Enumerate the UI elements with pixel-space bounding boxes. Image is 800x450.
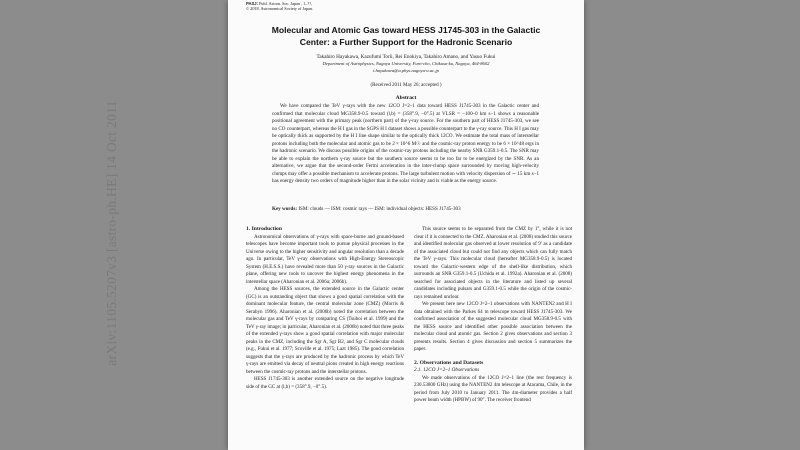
keywords-text: ISM: clouds — ISM: cosmic rays — ISM: individual objects: HESS J1745-303 [298,206,461,212]
affiliation-address: Department of Astrophysics, Nagoya University, Furo-cho, Chikusa-ku, Nagoya, 464-8602 [322,61,490,66]
subsection-heading-co-observations: 2.1. 12CO J=2–1 Observations [414,367,480,373]
left-column [246,226,404,391]
affiliation [238,61,574,74]
paragraph: Among the HESS sources, the extended source in the Galactic center (GC) is an outstanding object that shows a good spatial correlation with the dominant molecular feature, the central molecular zone (CMZ) (Morris & Serabyn 1996). Aharonian et al. (2006b) noted the correlation between the molecular gas and TeV γ-rays by comparing CS (Tsuboi et al. 1999) and the TeV γ-ray image; in particular, Aharonian et al. (2006b) noted that three peaks of the extended γ-rays show a good spatial correlation with major molecular peaks in the CMZ, including the Sgr A, Sgr B2, and Sgr C molecular clouds (e.g., Fukui et al. 1977; Scoville et al. 1975; Lazt 1985). The good correlation suggests that the γ-rays are produced by the hadronic process by which TeV γ-rays are emitted via decay of neutral pions created in high energy reactions between the cosmic-ray protons and the interstellar protons. [246,286,404,375]
contact-email: t.hayakawa@a.phys.nagoya-u.ac.jp [373,67,439,73]
paper-title [248,24,564,48]
keywords-label: Key words: [272,206,298,212]
paragraph: This source seems to be separated from the CMZ by 1°, while it is not clear if it is connected to the CMZ. Aharonian et al. (2008) studied this source and identified molecular gas observed at lower resolution of 9′ as a candidate of the associated cloud but could not find any objects which can fully match the TeV γ-rays. This molecular cloud (hereafter MG358.9-0.5) is located toward the Galactic-western edge of the shell-like distribution, which surrounds an SNR G359.1-0.5 (Uchida et al. 1992a). Aharonian et al. (2008) searched for associated objects in the literature and listed up several candidates including pulsars and G359.1-0.5 while the origin of the cosmic-rays remained unclear. [414,226,572,300]
author-list: Takahiro Hayakawa, Kazufumi Torii, Rei Enokiya, Takahiro Amano, and Yasuo Fukui [316,54,496,60]
section-heading-introduction: 1. Introduction [246,226,282,232]
copyright-line: © 2018. Astronomical Society of Japan. [246,6,314,11]
journal-header [246,1,313,11]
journal-citation: Publ. Astron. Soc. Japan , 1–??, [259,1,313,6]
section-heading-observations: 2. Observations and Datasets [414,359,484,366]
abstract-text: We have compared the TeV γ-rays with the new 12CO J=2–1 data toward HESS J1745-303 in the Galactic center and confirmed that molecular cloud MG358.9-0.5 toward (l,b) = (358°.9, −0°.5) at VLSR = −100–0 km s−1 shows a reasonable positional agreement with the primary peak (northern part) of the γ-ray source. For the southern part of HESS J1745-303, we see no CO counterpart, whereas the H I gas in the SGPS H I dataset shows a possible counterpart to the γ-ray source. This H I gas may be optically thick as supported by the H I line shape similar to the optically thick 12CO. We estimate the total mass of interstellar protons including both the molecular and atomic gas to be 2 × 10^6 M☉ and the cosmic-ray proton energy to be 6 × 10^48 ergs in the hadronic scenario. We discuss possible origins of the cosmic-ray protons including the nearby SNR G359.1-0.5. The SNR may be able to explain the northern γ-ray source but the southern source seems to be too far to be energized by the SNR. As an alternative, we argue that the second-order Fermi acceleration in the inter-clump space surrounded by moving high-velocity clumps may offer a possible mechanism to accelerate protons. The large turbulent motion with velocity dispersion of ∼ 15 km s−1 has energy density two orders of magnitude higher than in the solar vicinity and is viable as the energy source. [272,103,539,184]
keywords [272,206,539,213]
title-line-1: Molecular and Atomic Gas toward HESS J1745-303 in the Galactic [271,25,541,35]
paper-page [228,0,584,450]
paragraph: We present here new 12CO J=2–1 observations with NANTEN2 and H I data obtained with the Parkes 64 m telescope toward HESS J1745-303. We confirmed association of the suggested molecular cloud MG358.9-0.5 with the HESS source and identified other possible association between the molecular cloud and atomic gas. Section 2 gives observations and section 3 presents results. Section 4 gives discussion and section 5 summarizes the paper. [414,301,572,352]
paragraph: Astronomical observations of γ-rays with space-borne and ground-based telescopes have become important tools to pursue physical processes in the Universe owing to the higher sensitivity and angular resolution than a decade ago. In particular, TeV γ-ray observations with High-Energy Stereoscopic System (H.E.S.S.) have revealed more than 50 γ-ray sources in the Galactic plane, offering new tools to uncover the highest energy phenomena in the interstellar space (Aharonian et al. 2006a; 2006b). [246,233,404,285]
arxiv-identifier-stamp: arXiv:1105.5207v3 [astro-ph.HE] 14 Oct 2011 [104,100,119,366]
paragraph: HESS J1745-303 is another extended source on the negative longitude side of the GC at (l,b) = (358°.9, −0°.5). [246,376,404,390]
title-line-2: Center: a Further Support for the Hadronic Scenario [299,37,513,47]
received-date: (Received 2011 May 26; accepted ) [370,83,442,88]
abstract-body [272,103,539,186]
paragraph: We made observations of the 12CO J=2–1 line (the rest frequency is 230.53800 GHz) using the NANTEN2 4m telescope at Atacama, Chile, in the period from July 2010 to January 2011. The 4m-diameter provides a half power beam width (HPBW) of 90″. The receiver frontend [414,374,572,403]
journal-label: PASJ: [246,1,259,6]
abstract-heading: Abstract [395,95,417,101]
right-column [414,226,572,405]
